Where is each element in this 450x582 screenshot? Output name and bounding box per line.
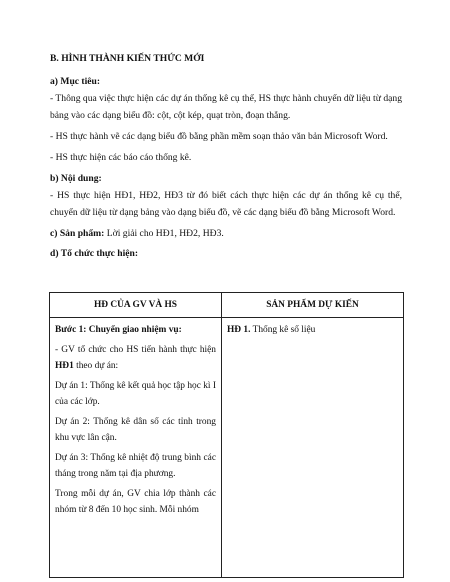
organization-heading: d) Tổ chức thực hiện: <box>50 248 139 259</box>
document-body <box>50 50 402 262</box>
activity-intro <box>55 342 216 375</box>
product-activity-label <box>227 322 398 339</box>
activity-cell <box>50 318 222 578</box>
objectives-heading: a) Mục tiêu: <box>50 76 101 87</box>
intro-suffix: theo dự án: <box>73 361 119 371</box>
project-item-3: Dự án 3: Thống kê nhiệt độ trung bình các tháng trong năm tại địa phương. <box>55 452 216 479</box>
content-text: - HS thực hiện HĐ1, HĐ2, HĐ3 từ đó biết cách thực hiện các dự án thống kê cụ thể, chuyển dữ liệu từ dạng bảng vào dạng biểu đồ, vẽ các dạng biểu đồ bằng Microsoft Word. <box>50 190 402 218</box>
product-label: c) Sản phẩm: <box>50 228 105 239</box>
project-item-1: Dự án 1: Thống kê kết quả học tập học kì I của các lớp. <box>55 380 216 407</box>
table-header-row <box>50 293 404 318</box>
header-expected-product: SẢN PHẨM DỰ KIẾN <box>222 293 404 318</box>
content-heading: b) Nội dung: <box>50 173 102 184</box>
objective-item-2: - HS thực hành vẽ các dạng biểu đồ bằng phần mềm soạn thảo văn bản Microsoft Word. <box>50 131 388 142</box>
group-instruction: Trong mỗi dự án, GV chia lớp thành các nhóm từ 8 đến 10 học sinh. Mỗi nhóm <box>55 488 216 515</box>
activity-number: HĐ 1. <box>227 325 251 335</box>
activity-table <box>49 292 404 578</box>
product-line <box>50 225 402 242</box>
project-item-2: Dự án 2: Thống kê dân số các tỉnh trong khu vực lân cận. <box>55 416 216 443</box>
table-row <box>50 318 404 578</box>
header-teacher-student-activity: HĐ CỦA GV VÀ HS <box>50 293 222 318</box>
product-cell <box>222 318 404 578</box>
step-title: Bước 1: Chuyển giao nhiệm vụ: <box>55 325 182 335</box>
activity-description: Thống kê số liệu <box>250 325 316 335</box>
section-title: B. HÌNH THÀNH KIẾN THỨC MỚI <box>50 53 205 64</box>
product-text: Lời giải cho HĐ1, HĐ2, HĐ3. <box>104 228 224 239</box>
objective-item-3: - HS thực hiện các báo cáo thống kê. <box>50 152 192 163</box>
intro-text: - GV tổ chức cho HS tiến hành thực hiện <box>55 344 216 355</box>
intro-activity-ref: HĐ1 <box>55 361 74 371</box>
objective-item-1: - Thông qua việc thực hiện các dự án thống kê cụ thể, HS thực hành chuyển dữ liệu từ dạng bảng vào các dạng biểu đồ: cột, cột kép, quạt tròn, đoạn thẳng. <box>50 93 402 121</box>
